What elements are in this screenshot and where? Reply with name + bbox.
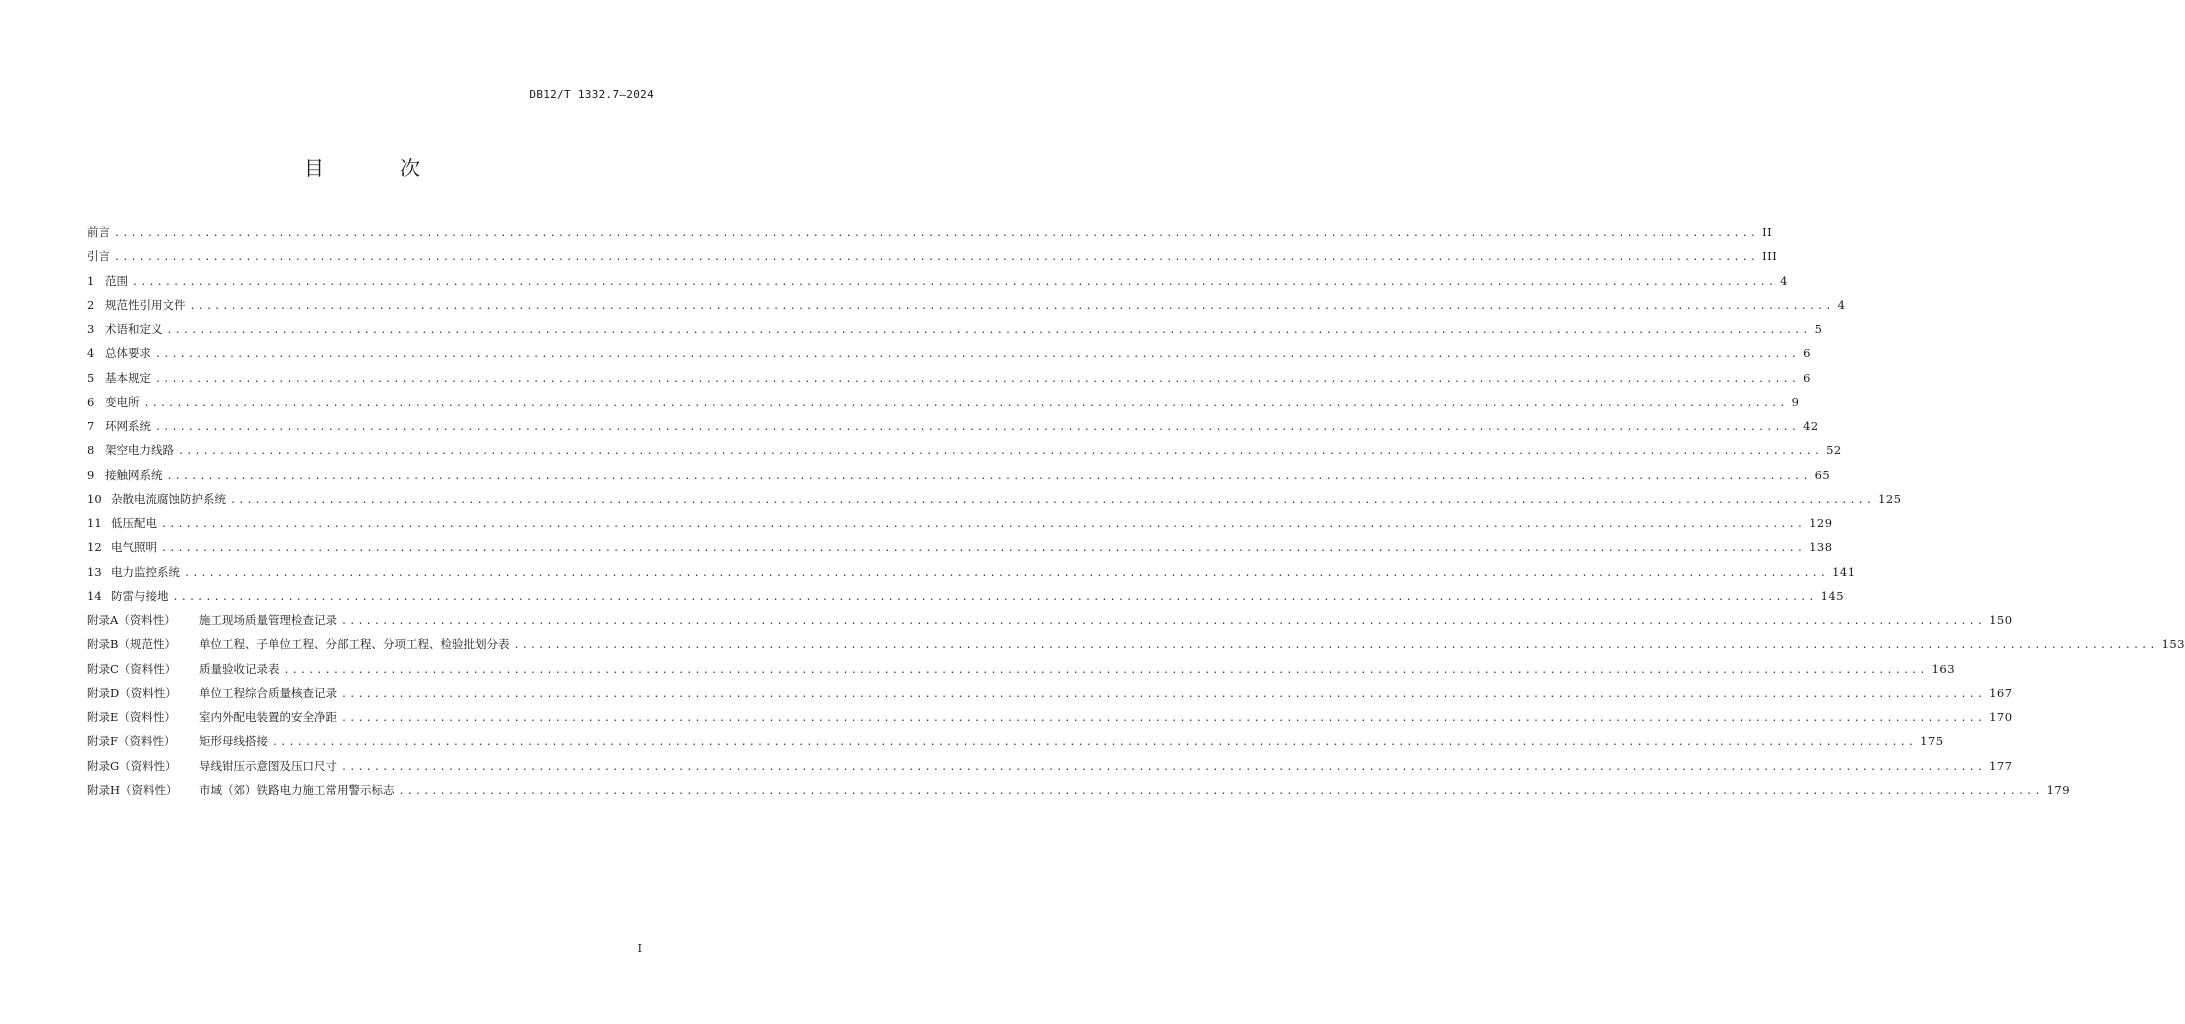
- toc-page: 6: [1803, 346, 1811, 361]
- toc-page: 138: [1809, 540, 1833, 555]
- toc-label: 范围: [105, 273, 128, 288]
- toc-page: 4: [1780, 273, 1788, 288]
- leader-dots: ........................................................................................................................................................................................................: [114, 228, 1759, 239]
- toc-entry-annex-c[interactable]: [87, 657, 1956, 681]
- toc-number: 4: [87, 346, 95, 361]
- leader-dots: ........................................................................................................................................................................................................: [155, 349, 1800, 361]
- toc-label: 施工现场质量管理检查记录: [199, 613, 337, 627]
- toc-entry-annex-h[interactable]: [87, 778, 2071, 802]
- toc-entry-8[interactable]: [87, 438, 1842, 462]
- leader-dots: ........................................................................................................................................................................................................: [155, 422, 1800, 433]
- leader-dots: ........................................................................................................................................................................................................: [341, 713, 1986, 724]
- toc-page: 4: [1837, 297, 1846, 312]
- toc-entry-4[interactable]: [87, 341, 1811, 365]
- toc-annex-number: 附录B（规范性）: [87, 637, 176, 652]
- leader-dots: ........................................................................................................................................................................................................: [283, 664, 1928, 676]
- toc-label: 电气照明: [111, 540, 157, 555]
- toc-annex-number: 附录G（资料性）: [87, 758, 177, 773]
- toc-label: 质量验收记录表: [199, 661, 280, 676]
- leader-dots: ........................................................................................................................................................................................................: [155, 373, 1800, 385]
- leader-dots: ........................................................................................................................................................................................................: [272, 737, 1917, 749]
- toc-label: 单位工程、子单位工程、分部工程、分项工程、检验批划分表: [199, 637, 510, 652]
- toc-page: II: [1762, 225, 1773, 239]
- toc-number: 11: [87, 516, 102, 530]
- toc-number: 1: [87, 273, 95, 288]
- toc-entry-12[interactable]: [87, 535, 1833, 559]
- toc-number: 6: [87, 394, 95, 409]
- toc-page: 175: [1920, 734, 1944, 749]
- toc-number: 3: [87, 322, 95, 336]
- toc-page: 6: [1803, 370, 1811, 385]
- leader-dots: ........................................................................................................................................................................................................: [184, 567, 1829, 579]
- toc-page: 42: [1803, 419, 1819, 433]
- toc-label: 矩形母线搭接: [199, 734, 268, 749]
- toc-label: 前言: [87, 225, 110, 239]
- toc-page: 141: [1832, 564, 1856, 579]
- toc-number: 7: [87, 419, 95, 433]
- toc-label: 单位工程综合质量核查记录: [199, 685, 337, 700]
- leader-dots: ........................................................................................................................................................................................................: [230, 494, 1875, 506]
- toc-label: 总体要求: [105, 346, 151, 361]
- toc-label: 市域（郊）铁路电力施工常用警示标志: [199, 782, 395, 797]
- toc-label: 防雷与接地: [111, 588, 169, 603]
- toc-entry-7[interactable]: [87, 414, 1819, 438]
- toc-entry-2[interactable]: [87, 293, 1846, 317]
- toc-label: 电力监控系统: [111, 564, 180, 579]
- toc-page: 9: [1791, 394, 1800, 409]
- toc-number: 2: [87, 297, 95, 312]
- toc-label: 变电所: [105, 394, 140, 409]
- toc-annex-number: 附录H（资料性）: [87, 782, 178, 797]
- toc-label: 基本规定: [105, 370, 151, 385]
- leader-dots: ........................................................................................................................................................................................................: [172, 591, 1817, 603]
- toc-annex-number: 附录C（资料性）: [87, 661, 177, 676]
- toc-annex-number: 附录A（资料性）: [87, 613, 176, 627]
- toc-entry-1[interactable]: [87, 269, 1788, 293]
- toc-entry-introduction[interactable]: [87, 244, 1778, 268]
- toc-page: 145: [1820, 588, 1845, 603]
- standard-code: DB12/T 1332.7—2024: [529, 88, 654, 101]
- toc-page: 65: [1814, 467, 1831, 482]
- toc-label: 引言: [87, 249, 110, 264]
- toc-page: 170: [1989, 710, 2013, 724]
- leader-dots: ........................................................................................................................................................................................................: [178, 446, 1823, 458]
- toc-entry-annex-f[interactable]: [87, 729, 1944, 753]
- toc-label: 室内外配电装置的安全净距: [199, 710, 337, 724]
- toc-entry-11[interactable]: [87, 511, 1833, 535]
- toc-entry-14[interactable]: [87, 584, 1845, 608]
- toc-entry-10[interactable]: [87, 487, 1902, 511]
- toc-page: 177: [1989, 758, 2013, 773]
- toc-entry-annex-e[interactable]: [87, 705, 2013, 729]
- leader-dots: ........................................................................................................................................................................................................: [341, 688, 1986, 700]
- toc-entry-annex-g[interactable]: [87, 754, 2013, 778]
- toc-entry-annex-b[interactable]: [87, 632, 2185, 656]
- toc-entry-annex-d[interactable]: [87, 681, 2013, 705]
- toc-entry-13[interactable]: [87, 560, 1856, 584]
- page-title: 目 次: [304, 156, 448, 180]
- toc-page: 125: [1878, 491, 1902, 506]
- toc-page: 167: [1989, 685, 2013, 700]
- toc-page: 150: [1989, 613, 2013, 627]
- toc-entry-5[interactable]: [87, 366, 1811, 390]
- toc-entry-annex-a[interactable]: [87, 608, 2013, 632]
- toc-page: 129: [1809, 516, 1833, 530]
- leader-dots: ........................................................................................................................................................................................................: [132, 276, 1777, 288]
- toc-label: 杂散电流腐蚀防护系统: [111, 491, 226, 506]
- toc-annex-number: 附录F（资料性）: [87, 734, 176, 749]
- leader-dots: ........................................................................................................................................................................................................: [341, 616, 1986, 627]
- toc-annex-number: 附录E（资料性）: [87, 710, 176, 724]
- toc-label: 规范性引用文件: [105, 297, 186, 312]
- toc-label: 环网系统: [105, 419, 151, 433]
- toc-page: 153: [2161, 637, 2185, 652]
- leader-dots: ........................................................................................................................................................................................................: [114, 252, 1759, 264]
- toc-number: 9: [87, 467, 95, 482]
- leader-dots: ........................................................................................................................................................................................................: [161, 519, 1806, 530]
- toc-page: III: [1762, 249, 1778, 264]
- toc-label: 接触网系统: [105, 467, 163, 482]
- leader-dots: ........................................................................................................................................................................................................: [189, 300, 1834, 312]
- toc-number: 12: [87, 540, 102, 555]
- toc-entry-foreword[interactable]: [87, 220, 1773, 244]
- toc-label: 架空电力线路: [105, 443, 174, 458]
- toc-label: 术语和定义: [105, 322, 163, 336]
- toc-number: 14: [87, 588, 102, 603]
- leader-dots: ........................................................................................................................................................................................................: [513, 640, 2158, 652]
- toc-label: 低压配电: [111, 516, 157, 530]
- toc-page: 52: [1826, 443, 1842, 458]
- toc-label: 导线钳压示意图及压口尺寸: [199, 758, 337, 773]
- leader-dots: ........................................................................................................................................................................................................: [161, 543, 1806, 555]
- toc-page: 163: [1931, 661, 1956, 676]
- leader-dots: ........................................................................................................................................................................................................: [166, 470, 1811, 482]
- toc-annex-number: 附录D（资料性）: [87, 685, 177, 700]
- leader-dots: ........................................................................................................................................................................................................: [143, 397, 1788, 409]
- toc-number: 8: [87, 443, 95, 458]
- leader-dots: ........................................................................................................................................................................................................: [166, 325, 1811, 336]
- toc-number: 13: [87, 564, 102, 579]
- toc-entry-9[interactable]: [87, 463, 1831, 487]
- toc-number: 10: [87, 491, 102, 506]
- table-of-contents: [87, 220, 2185, 802]
- leader-dots: ........................................................................................................................................................................................................: [341, 761, 1986, 773]
- page-number: I: [637, 942, 642, 955]
- toc-number: 5: [87, 370, 95, 385]
- toc-page: 5: [1814, 322, 1823, 336]
- toc-entry-6[interactable]: [87, 390, 1800, 414]
- toc-entry-3[interactable]: [87, 317, 1823, 341]
- leader-dots: ........................................................................................................................................................................................................: [398, 785, 2043, 797]
- toc-page: 179: [2046, 782, 2071, 797]
